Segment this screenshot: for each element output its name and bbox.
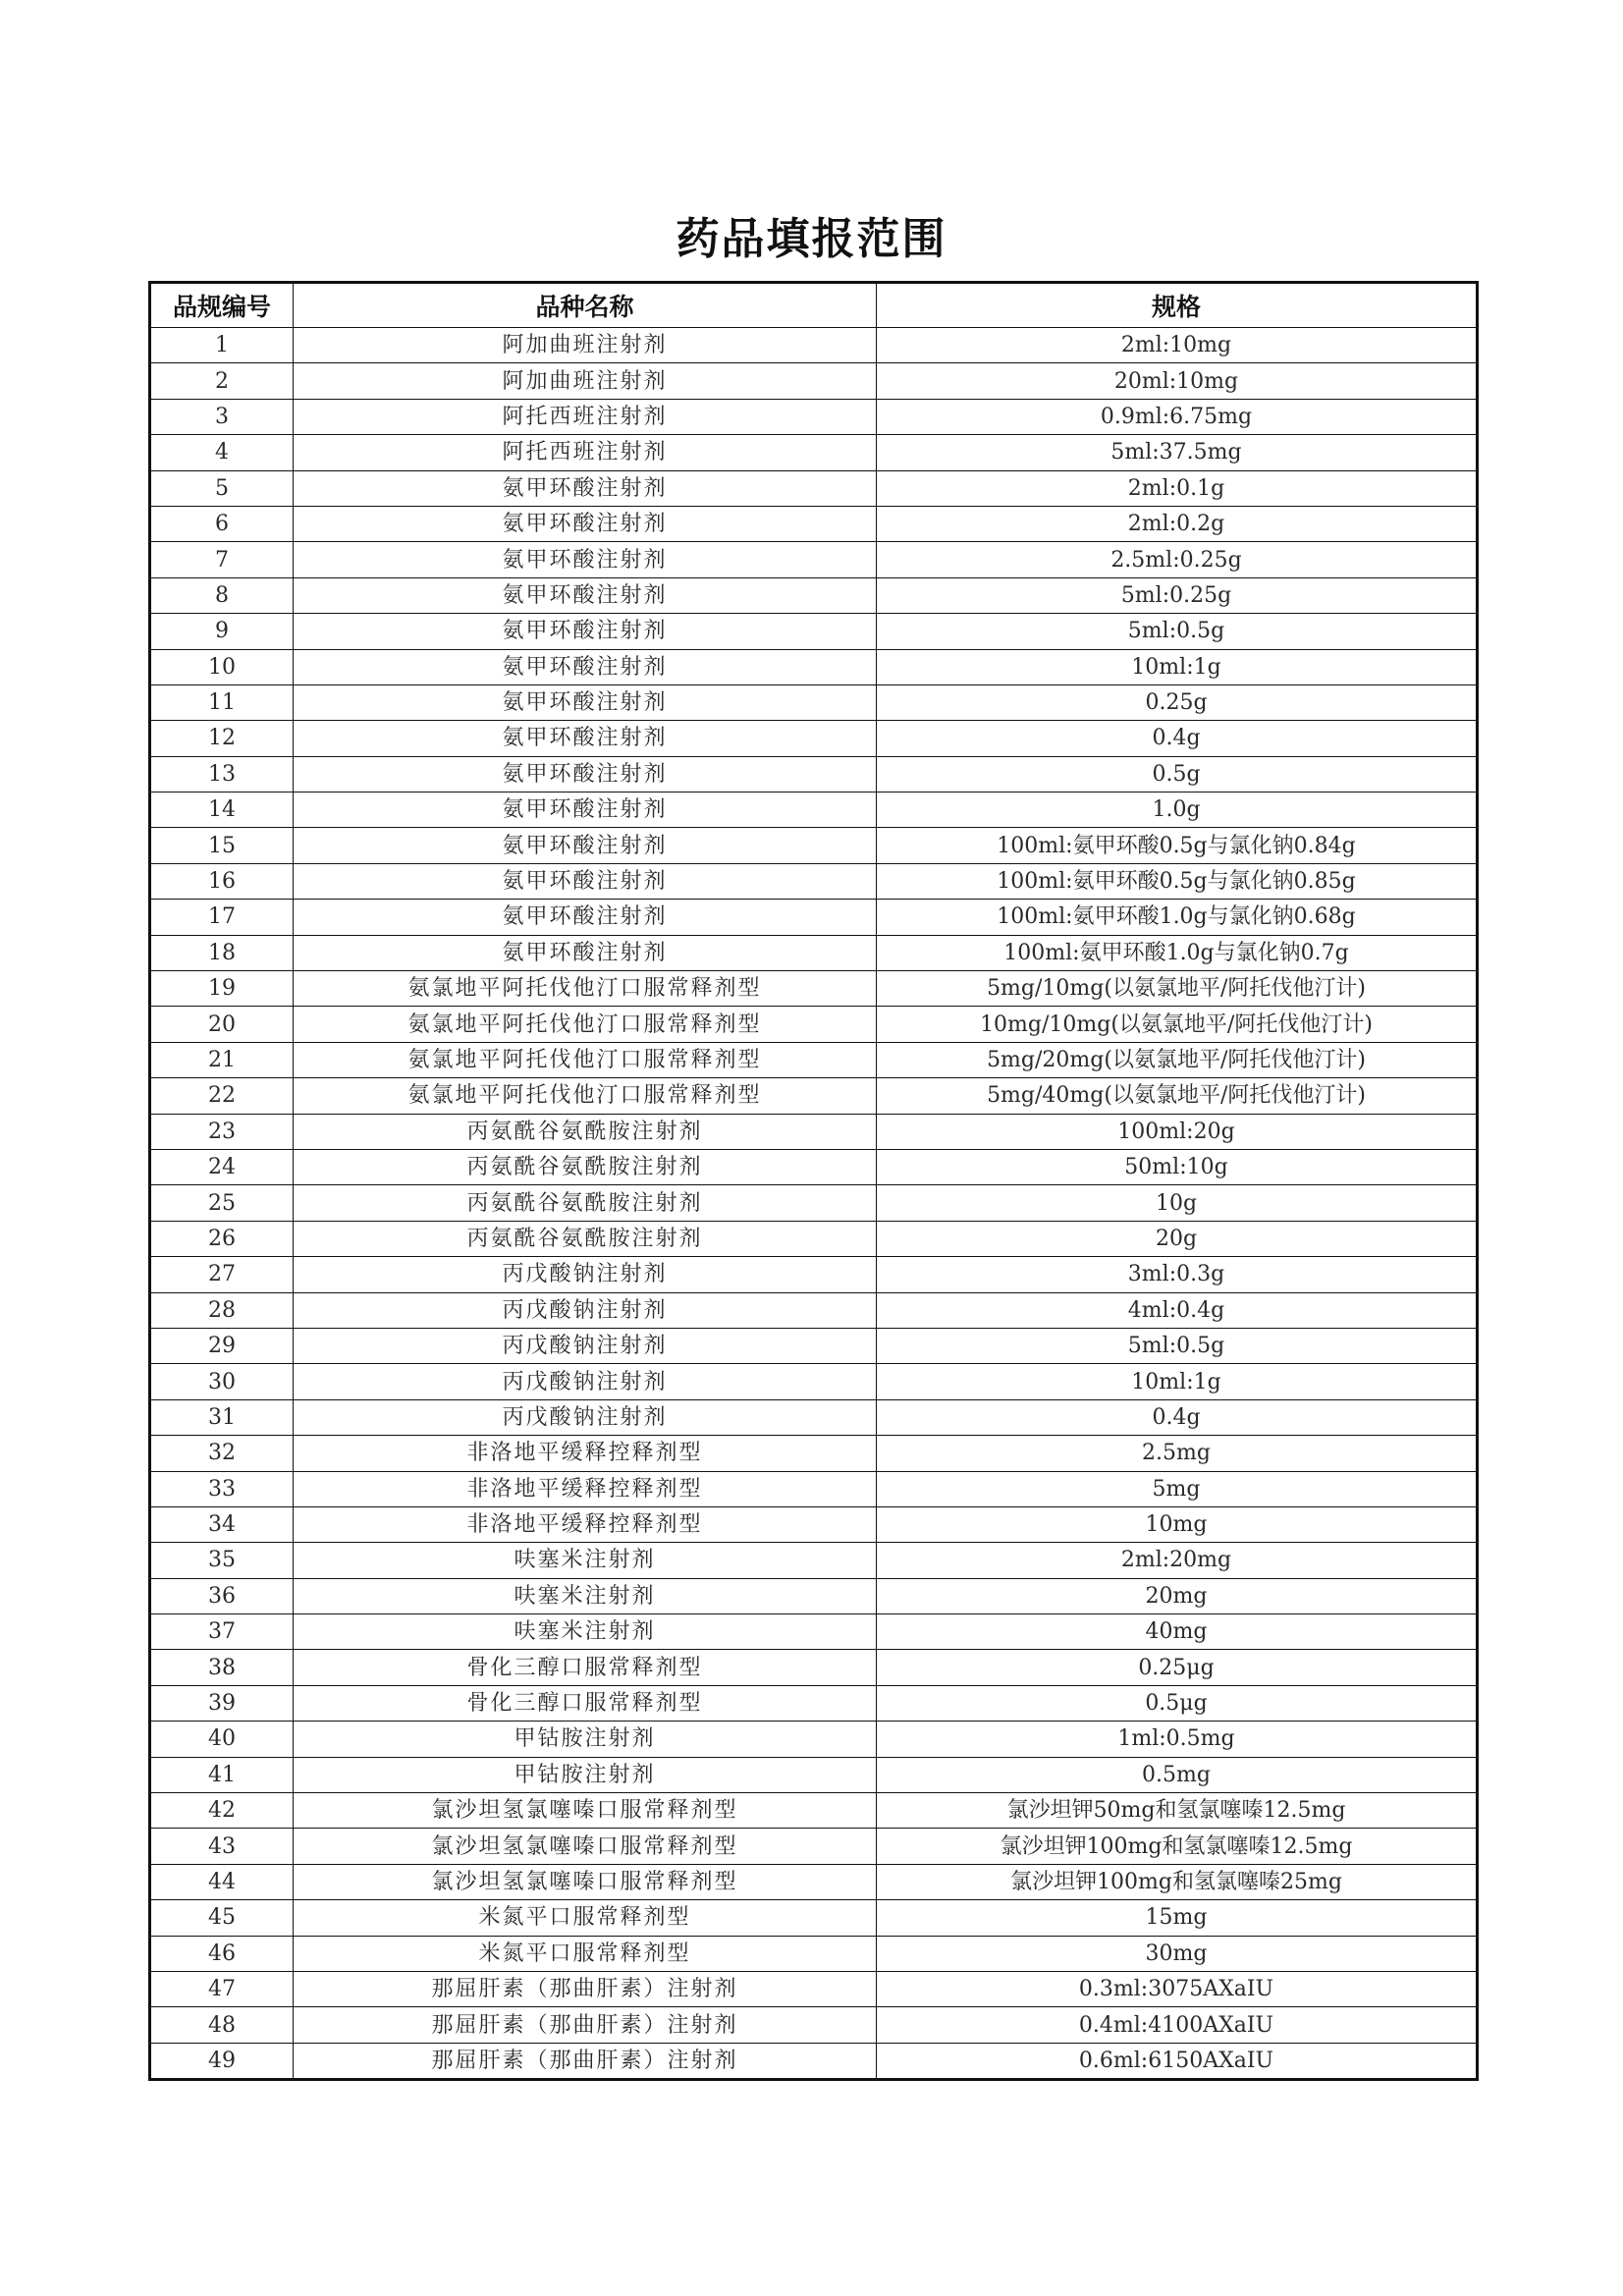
cell-id: 23 <box>150 1114 294 1149</box>
cell-spec: 0.5g <box>877 756 1478 792</box>
table-row <box>150 1292 1478 1328</box>
cell-name: 氨甲环酸注射剂 <box>294 828 877 863</box>
cell-spec: 10ml:1g <box>877 1364 1478 1399</box>
cell-name: 呋塞米注射剂 <box>294 1614 877 1650</box>
cell-spec: 30mg <box>877 1936 1478 1971</box>
table-row <box>150 1543 1478 1578</box>
cell-spec: 2ml:0.1g <box>877 470 1478 506</box>
table-row <box>150 399 1478 434</box>
cell-name: 米氮平口服常释剂型 <box>294 1900 877 1936</box>
cell-id: 24 <box>150 1149 294 1184</box>
table-row <box>150 328 1478 363</box>
cell-spec: 4ml:0.4g <box>877 1292 1478 1328</box>
table-row <box>150 1328 1478 1363</box>
cell-id: 40 <box>150 1722 294 1757</box>
cell-spec: 0.25g <box>877 684 1478 720</box>
cell-name: 氨氯地平阿托伐他汀口服常释剂型 <box>294 1078 877 1114</box>
cell-name: 丙氨酰谷氨酰胺注射剂 <box>294 1114 877 1149</box>
cell-name: 丙氨酰谷氨酰胺注射剂 <box>294 1149 877 1184</box>
cell-id: 32 <box>150 1436 294 1471</box>
cell-name: 氨甲环酸注射剂 <box>294 756 877 792</box>
cell-id: 42 <box>150 1793 294 1829</box>
cell-spec: 0.5μg <box>877 1685 1478 1721</box>
table-row <box>150 756 1478 792</box>
cell-spec: 100ml:氨甲环酸0.5g与氯化钠0.85g <box>877 863 1478 899</box>
table-row <box>150 1221 1478 1256</box>
table-row <box>150 1614 1478 1650</box>
table-row <box>150 971 1478 1007</box>
cell-name: 氨氯地平阿托伐他汀口服常释剂型 <box>294 971 877 1007</box>
header-spec: 规格 <box>877 283 1478 328</box>
cell-id: 14 <box>150 793 294 828</box>
cell-id: 19 <box>150 971 294 1007</box>
cell-name: 氨甲环酸注射剂 <box>294 900 877 935</box>
cell-id: 15 <box>150 828 294 863</box>
cell-spec: 0.6ml:6150AXaIU <box>877 2043 1478 2079</box>
cell-name: 氯沙坦氢氯噻嗪口服常释剂型 <box>294 1864 877 1899</box>
cell-spec: 100ml:氨甲环酸1.0g与氯化钠0.7g <box>877 935 1478 970</box>
cell-name: 那屈肝素（那曲肝素）注射剂 <box>294 1971 877 2006</box>
cell-id: 2 <box>150 363 294 399</box>
cell-id: 26 <box>150 1221 294 1256</box>
cell-name: 骨化三醇口服常释剂型 <box>294 1685 877 1721</box>
cell-spec: 0.4ml:4100AXaIU <box>877 2007 1478 2043</box>
page-title: 药品填报范围 <box>676 214 947 264</box>
cell-name: 氨氯地平阿托伐他汀口服常释剂型 <box>294 1007 877 1042</box>
header-name: 品种名称 <box>294 283 877 328</box>
cell-name: 甲钴胺注射剂 <box>294 1722 877 1757</box>
cell-name: 那屈肝素（那曲肝素）注射剂 <box>294 2043 877 2079</box>
cell-id: 33 <box>150 1471 294 1506</box>
table-row <box>150 1185 1478 1221</box>
cell-name: 氨甲环酸注射剂 <box>294 470 877 506</box>
cell-id: 43 <box>150 1829 294 1864</box>
cell-id: 22 <box>150 1078 294 1114</box>
cell-spec: 5ml:0.25g <box>877 577 1478 613</box>
cell-spec: 氯沙坦钾100mg和氢氯噻嗪12.5mg <box>877 1829 1478 1864</box>
cell-spec: 5mg/40mg(以氨氯地平/阿托伐他汀计) <box>877 1078 1478 1114</box>
cell-spec: 5ml:0.5g <box>877 1328 1478 1363</box>
cell-name: 氨甲环酸注射剂 <box>294 863 877 899</box>
table-row <box>150 1007 1478 1042</box>
cell-id: 5 <box>150 470 294 506</box>
cell-id: 21 <box>150 1042 294 1077</box>
cell-spec: 0.4g <box>877 1399 1478 1435</box>
table-row <box>150 793 1478 828</box>
cell-spec: 1.0g <box>877 793 1478 828</box>
table-row <box>150 1114 1478 1149</box>
cell-id: 45 <box>150 1900 294 1936</box>
cell-id: 12 <box>150 721 294 756</box>
cell-name: 丙戊酸钠注射剂 <box>294 1399 877 1435</box>
cell-name: 丙氨酰谷氨酰胺注射剂 <box>294 1185 877 1221</box>
cell-id: 18 <box>150 935 294 970</box>
cell-name: 氨氯地平阿托伐他汀口服常释剂型 <box>294 1042 877 1077</box>
cell-name: 呋塞米注射剂 <box>294 1543 877 1578</box>
cell-id: 37 <box>150 1614 294 1650</box>
cell-id: 28 <box>150 1292 294 1328</box>
table-row <box>150 1042 1478 1077</box>
table-row <box>150 1900 1478 1936</box>
table-body <box>150 328 1478 2080</box>
cell-id: 7 <box>150 542 294 577</box>
cell-name: 米氮平口服常释剂型 <box>294 1936 877 1971</box>
cell-spec: 40mg <box>877 1614 1478 1650</box>
cell-spec: 0.5mg <box>877 1757 1478 1792</box>
cell-id: 3 <box>150 399 294 434</box>
cell-name: 氨甲环酸注射剂 <box>294 577 877 613</box>
cell-spec: 3ml:0.3g <box>877 1257 1478 1292</box>
cell-id: 49 <box>150 2043 294 2079</box>
table-row <box>150 1685 1478 1721</box>
table-row <box>150 1471 1478 1506</box>
table-row <box>150 1971 1478 2006</box>
cell-spec: 5ml:0.5g <box>877 614 1478 649</box>
cell-name: 丙戊酸钠注射剂 <box>294 1364 877 1399</box>
cell-name: 甲钴胺注射剂 <box>294 1757 877 1792</box>
cell-name: 阿托西班注射剂 <box>294 435 877 470</box>
table-row <box>150 435 1478 470</box>
cell-spec: 100ml:20g <box>877 1114 1478 1149</box>
cell-id: 27 <box>150 1257 294 1292</box>
cell-name: 阿托西班注射剂 <box>294 399 877 434</box>
cell-spec: 2.5ml:0.25g <box>877 542 1478 577</box>
cell-id: 34 <box>150 1506 294 1542</box>
cell-spec: 10mg <box>877 1506 1478 1542</box>
header-id: 品规编号 <box>150 283 294 328</box>
table-row <box>150 721 1478 756</box>
cell-name: 那屈肝素（那曲肝素）注射剂 <box>294 2007 877 2043</box>
cell-spec: 2ml:0.2g <box>877 506 1478 541</box>
cell-name: 丙戊酸钠注射剂 <box>294 1292 877 1328</box>
table-row <box>150 1793 1478 1829</box>
table-row <box>150 363 1478 399</box>
cell-id: 31 <box>150 1399 294 1435</box>
cell-name: 氨甲环酸注射剂 <box>294 793 877 828</box>
table-row <box>150 863 1478 899</box>
table-row <box>150 1364 1478 1399</box>
cell-spec: 1ml:0.5mg <box>877 1722 1478 1757</box>
table-row <box>150 935 1478 970</box>
table-row <box>150 828 1478 863</box>
table-row <box>150 577 1478 613</box>
cell-spec: 5ml:37.5mg <box>877 435 1478 470</box>
cell-name: 氯沙坦氢氯噻嗪口服常释剂型 <box>294 1829 877 1864</box>
table-row <box>150 1722 1478 1757</box>
cell-spec: 氯沙坦钾100mg和氢氯噻嗪25mg <box>877 1864 1478 1899</box>
table-row <box>150 2007 1478 2043</box>
cell-spec: 0.4g <box>877 721 1478 756</box>
cell-name: 阿加曲班注射剂 <box>294 328 877 363</box>
cell-spec: 5mg/10mg(以氨氯地平/阿托伐他汀计) <box>877 971 1478 1007</box>
table-row <box>150 649 1478 684</box>
cell-spec: 2ml:10mg <box>877 328 1478 363</box>
cell-name: 氨甲环酸注射剂 <box>294 614 877 649</box>
cell-name: 非洛地平缓释控释剂型 <box>294 1471 877 1506</box>
cell-spec: 100ml:氨甲环酸1.0g与氯化钠0.68g <box>877 900 1478 935</box>
table-row <box>150 614 1478 649</box>
table-row <box>150 684 1478 720</box>
cell-name: 非洛地平缓释控释剂型 <box>294 1506 877 1542</box>
cell-spec: 100ml:氨甲环酸0.5g与氯化钠0.84g <box>877 828 1478 863</box>
table-row <box>150 1078 1478 1114</box>
table-row <box>150 542 1478 577</box>
table-row <box>150 1936 1478 1971</box>
table-row <box>150 1436 1478 1471</box>
cell-id: 30 <box>150 1364 294 1399</box>
cell-id: 1 <box>150 328 294 363</box>
cell-name: 氯沙坦氢氯噻嗪口服常释剂型 <box>294 1793 877 1829</box>
table-row <box>150 900 1478 935</box>
cell-id: 16 <box>150 863 294 899</box>
cell-name: 丙氨酰谷氨酰胺注射剂 <box>294 1221 877 1256</box>
drug-scope-table <box>148 281 1479 2081</box>
cell-name: 骨化三醇口服常释剂型 <box>294 1650 877 1685</box>
cell-id: 25 <box>150 1185 294 1221</box>
cell-id: 8 <box>150 577 294 613</box>
cell-spec: 10g <box>877 1185 1478 1221</box>
cell-spec: 50ml:10g <box>877 1149 1478 1184</box>
table-row <box>150 1829 1478 1864</box>
table-row <box>150 1257 1478 1292</box>
cell-id: 47 <box>150 1971 294 2006</box>
cell-spec: 氯沙坦钾50mg和氢氯噻嗪12.5mg <box>877 1793 1478 1829</box>
cell-name: 非洛地平缓释控释剂型 <box>294 1436 877 1471</box>
table-row <box>150 1578 1478 1613</box>
cell-id: 29 <box>150 1328 294 1363</box>
cell-spec: 5mg/20mg(以氨氯地平/阿托伐他汀计) <box>877 1042 1478 1077</box>
cell-id: 11 <box>150 684 294 720</box>
table-row <box>150 2043 1478 2079</box>
cell-spec: 5mg <box>877 1471 1478 1506</box>
cell-spec: 10ml:1g <box>877 649 1478 684</box>
cell-id: 35 <box>150 1543 294 1578</box>
cell-spec: 20ml:10mg <box>877 363 1478 399</box>
table-row <box>150 1506 1478 1542</box>
cell-id: 6 <box>150 506 294 541</box>
cell-id: 46 <box>150 1936 294 1971</box>
cell-name: 氨甲环酸注射剂 <box>294 542 877 577</box>
table-row <box>150 506 1478 541</box>
cell-spec: 20g <box>877 1221 1478 1256</box>
table-row <box>150 1864 1478 1899</box>
cell-id: 38 <box>150 1650 294 1685</box>
cell-id: 48 <box>150 2007 294 2043</box>
cell-id: 20 <box>150 1007 294 1042</box>
cell-spec: 15mg <box>877 1900 1478 1936</box>
cell-name: 阿加曲班注射剂 <box>294 363 877 399</box>
cell-spec: 2ml:20mg <box>877 1543 1478 1578</box>
cell-id: 17 <box>150 900 294 935</box>
cell-id: 41 <box>150 1757 294 1792</box>
cell-id: 10 <box>150 649 294 684</box>
cell-id: 9 <box>150 614 294 649</box>
cell-name: 呋塞米注射剂 <box>294 1578 877 1613</box>
cell-name: 氨甲环酸注射剂 <box>294 935 877 970</box>
cell-spec: 2.5mg <box>877 1436 1478 1471</box>
cell-id: 39 <box>150 1685 294 1721</box>
cell-name: 丙戊酸钠注射剂 <box>294 1328 877 1363</box>
cell-spec: 0.3ml:3075AXaIU <box>877 1971 1478 2006</box>
table-row <box>150 1399 1478 1435</box>
table-row <box>150 1650 1478 1685</box>
cell-spec: 0.9ml:6.75mg <box>877 399 1478 434</box>
cell-spec: 0.25μg <box>877 1650 1478 1685</box>
cell-spec: 20mg <box>877 1578 1478 1613</box>
cell-id: 13 <box>150 756 294 792</box>
cell-id: 4 <box>150 435 294 470</box>
cell-id: 36 <box>150 1578 294 1613</box>
cell-spec: 10mg/10mg(以氨氯地平/阿托伐他汀计) <box>877 1007 1478 1042</box>
cell-name: 氨甲环酸注射剂 <box>294 721 877 756</box>
cell-name: 氨甲环酸注射剂 <box>294 684 877 720</box>
table-row <box>150 1149 1478 1184</box>
table-header-row <box>150 283 1478 328</box>
cell-name: 丙戊酸钠注射剂 <box>294 1257 877 1292</box>
cell-name: 氨甲环酸注射剂 <box>294 649 877 684</box>
table-row <box>150 470 1478 506</box>
cell-id: 44 <box>150 1864 294 1899</box>
table-row <box>150 1757 1478 1792</box>
cell-name: 氨甲环酸注射剂 <box>294 506 877 541</box>
